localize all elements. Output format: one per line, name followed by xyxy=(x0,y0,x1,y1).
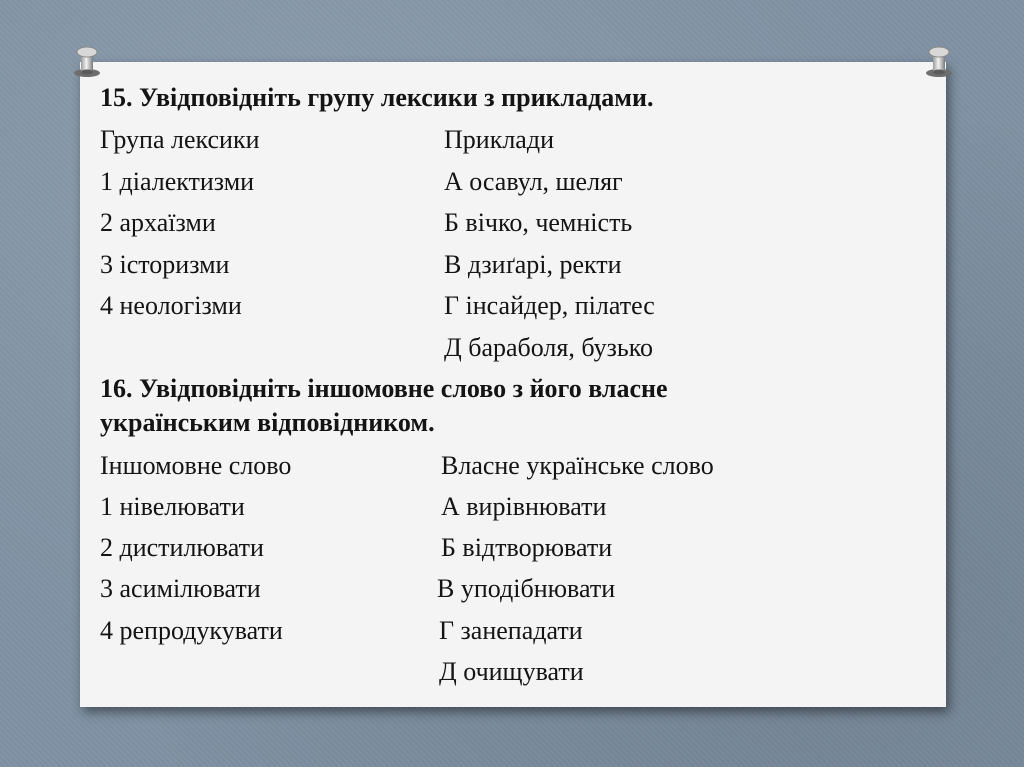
pushpin-icon xyxy=(922,42,956,78)
row-right: Д бараболя, бузько xyxy=(444,333,654,362)
row-left: 3 асимілювати xyxy=(100,574,261,603)
column-header-right: Приклади xyxy=(444,125,554,154)
task16-title-line1: 16. Увідповідніть іншомовне слово з його власне xyxy=(100,374,668,403)
pushpin-icon xyxy=(70,42,104,78)
row-left: 4 репродукувати xyxy=(100,616,283,645)
task16-title-line2: українським відповідником. xyxy=(100,408,435,437)
row-right: А вирівнювати xyxy=(441,492,607,521)
column-header-left: Група лексики xyxy=(100,125,260,154)
row-right: Б вічко, чемність xyxy=(444,208,633,237)
row-left: 1 нівелювати xyxy=(100,492,245,521)
row-right: Г занепадати xyxy=(439,616,583,645)
row-right: В дзиґарі, ректи xyxy=(444,250,622,279)
row-left: 1 діалектизми xyxy=(100,167,255,196)
row-right: Б відтворювати xyxy=(441,533,613,562)
row-right: А осавул, шеляг xyxy=(444,167,623,196)
column-header-left: Іншомовне слово xyxy=(100,451,292,480)
row-left: 2 архаїзми xyxy=(100,208,216,237)
row-right: Д очищувати xyxy=(439,657,584,686)
row-left: 3 історизми xyxy=(100,250,230,279)
task15-title: 15. Увідповідніть групу лексики з прикладами. xyxy=(100,83,654,112)
row-left: 2 дистилювати xyxy=(100,533,264,562)
row-left: 4 неологізми xyxy=(100,291,242,320)
row-right: В уподібнювати xyxy=(437,574,616,603)
row-right: Г інсайдер, пілатес xyxy=(444,291,655,320)
column-header-right: Власне українське слово xyxy=(441,451,714,480)
